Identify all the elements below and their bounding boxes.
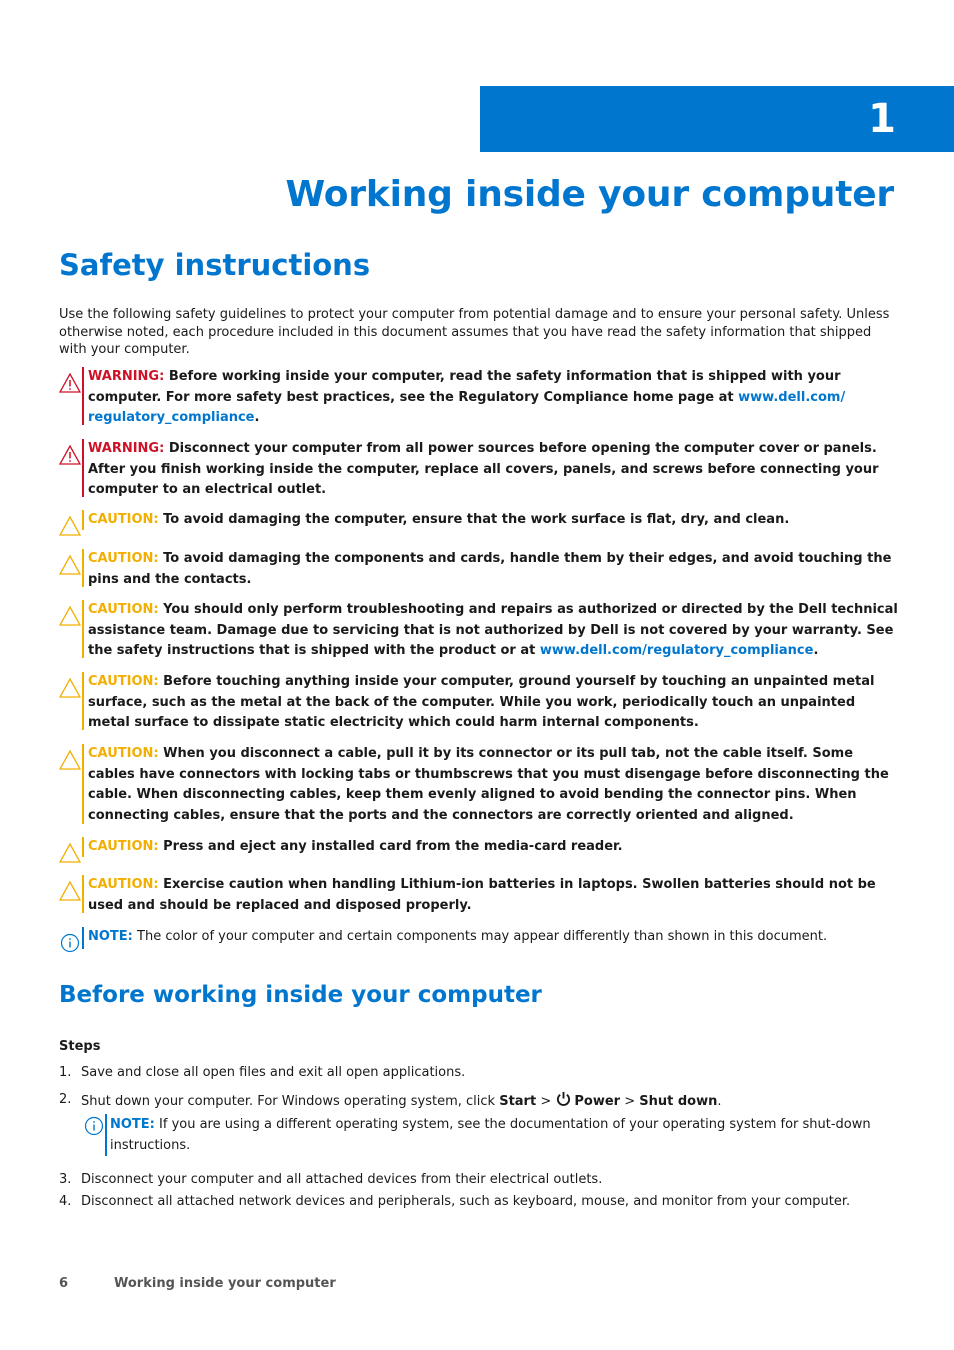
chapter-title: Working inside your computer bbox=[285, 174, 894, 215]
caution-icon bbox=[59, 843, 81, 863]
notice-body bbox=[82, 744, 900, 824]
step-period: . bbox=[717, 1094, 722, 1109]
step-number: 1. bbox=[59, 1065, 72, 1080]
notice-label: CAUTION: bbox=[88, 839, 159, 854]
notice-label: CAUTION: bbox=[88, 602, 159, 617]
chapter-banner bbox=[480, 86, 954, 152]
caution-icon bbox=[59, 881, 81, 901]
caution-icon bbox=[59, 606, 81, 626]
step-text: Disconnect your computer and all attached devices from their electrical outlets. bbox=[81, 1172, 603, 1187]
notice-text: To avoid damaging the computer, ensure that the work surface is flat, dry, and clean. bbox=[163, 512, 790, 527]
footer-title: Working inside your computer bbox=[114, 1276, 336, 1291]
regulatory-link[interactable]: www.dell.com/ regulatory_compliance bbox=[88, 389, 846, 426]
warning-icon bbox=[59, 445, 81, 465]
notice-body bbox=[82, 600, 900, 658]
step-number: 4. bbox=[59, 1194, 72, 1209]
page-footer bbox=[59, 1276, 336, 1291]
notice-text: Exercise caution when handling Lithium-ion batteries in laptops. Swollen batteries should not be used and should be replaced and disposed properly. bbox=[88, 877, 876, 913]
notice-text: You should only perform troubleshooting and repairs as authorized or directed by the Dell technical assistance team. Damage due to servicing that is not authorized by Dell is not covered by your warranty. See the safety instructions that is shipped with the product or at bbox=[88, 602, 898, 659]
notice-text: Before touching anything inside your computer, ground yourself by touching an unpainted metal surface, such as the metal at the back of the computer. While you work, periodically touch an unpainted metal surface to dissipate static electricity which could harm internal components. bbox=[88, 674, 875, 731]
notice-label: CAUTION: bbox=[88, 746, 159, 761]
info-icon bbox=[84, 1116, 104, 1136]
notice-body bbox=[82, 927, 900, 949]
notice-label: CAUTION: bbox=[88, 551, 159, 566]
notice-label: CAUTION: bbox=[88, 674, 159, 689]
notice-text: To avoid damaging the components and cards, handle them by their edges, and avoid touching the pins and the contacts. bbox=[88, 551, 892, 587]
notice-body bbox=[82, 367, 900, 425]
caution-icon bbox=[59, 678, 81, 698]
notice-text: If you are using a different operating system, see the documentation of your operating system for shut-down instructions. bbox=[110, 1117, 871, 1153]
step-text-intro: Shut down your computer. For Windows operating system, click bbox=[81, 1094, 500, 1109]
notice-label: CAUTION: bbox=[88, 877, 159, 892]
notice-body bbox=[105, 1114, 880, 1156]
notice-body bbox=[82, 837, 900, 857]
notice-label: NOTE: bbox=[110, 1117, 155, 1132]
menu-separator: > bbox=[536, 1094, 556, 1109]
notice-label: WARNING: bbox=[88, 441, 165, 456]
notice-body bbox=[82, 875, 900, 913]
step-text: Disconnect all attached network devices and peripherals, such as keyboard, mouse, and monitor from your computer. bbox=[81, 1194, 851, 1209]
warning-icon bbox=[59, 373, 81, 393]
step-text bbox=[81, 1091, 901, 1111]
step-number: 3. bbox=[59, 1172, 72, 1187]
page-number: 6 bbox=[59, 1276, 69, 1291]
notice-text: Press and eject any installed card from the media-card reader. bbox=[163, 839, 623, 854]
info-icon bbox=[59, 933, 81, 953]
notice-period: . bbox=[813, 643, 819, 659]
menu-separator: > bbox=[620, 1094, 640, 1109]
steps-label: Steps bbox=[59, 1039, 101, 1054]
caution-icon bbox=[59, 555, 81, 575]
power-icon bbox=[556, 1091, 571, 1106]
power-menu-label: Power bbox=[574, 1094, 621, 1109]
notice-body bbox=[82, 510, 900, 530]
notice-label: NOTE: bbox=[88, 929, 133, 944]
notice-text: When you disconnect a cable, pull it by its connector or its pull tab, not the cable itself. Some cables have connectors with locking tabs or thumbscrews that you must disengage before disconnecting the cable. When disconnecting cables, keep them evenly aligned to avoid bending the connector pins. When connecting cables, ensure that the ports and the connectors are correctly oriented and aligned. bbox=[88, 746, 889, 824]
start-menu-label: Start bbox=[499, 1094, 537, 1109]
section-intro: Use the following safety guidelines to protect your computer from potential damage and to ensure your personal safety. Unless otherwise noted, each procedure included in this document assumes that you have read the safety information that shipped with your computer. bbox=[59, 307, 890, 357]
subsection-title: Before working inside your computer bbox=[59, 982, 542, 1008]
notice-text: The color of your computer and certain components may appear differently than shown in this document. bbox=[137, 929, 828, 944]
notice-body bbox=[82, 672, 900, 730]
caution-icon bbox=[59, 516, 81, 536]
regulatory-link[interactable]: www.dell.com/regulatory_compliance bbox=[539, 643, 814, 659]
notice-body bbox=[82, 439, 900, 497]
caution-icon bbox=[59, 750, 81, 770]
step-number: 2. bbox=[59, 1092, 72, 1107]
chapter-number: 1 bbox=[868, 96, 896, 142]
notice-period: . bbox=[254, 410, 260, 426]
notice-label: CAUTION: bbox=[88, 512, 159, 527]
step-text: Save and close all open files and exit all open applications. bbox=[81, 1065, 466, 1080]
shutdown-menu-label: Shut down bbox=[639, 1094, 718, 1109]
notice-label: WARNING: bbox=[88, 369, 165, 384]
section-title: Safety instructions bbox=[59, 248, 371, 282]
notice-body bbox=[82, 549, 900, 587]
notice-text: Before working inside your computer, read the safety information that is shipped with your computer. For more safety best practices, see the Regulatory Compliance home page at bbox=[88, 369, 841, 405]
notice-text: Disconnect your computer from all power sources before opening the computer cover or panels. After you finish working inside the computer, replace all covers, panels, and screws before connecting your computer to an electrical outlet. bbox=[88, 441, 879, 498]
